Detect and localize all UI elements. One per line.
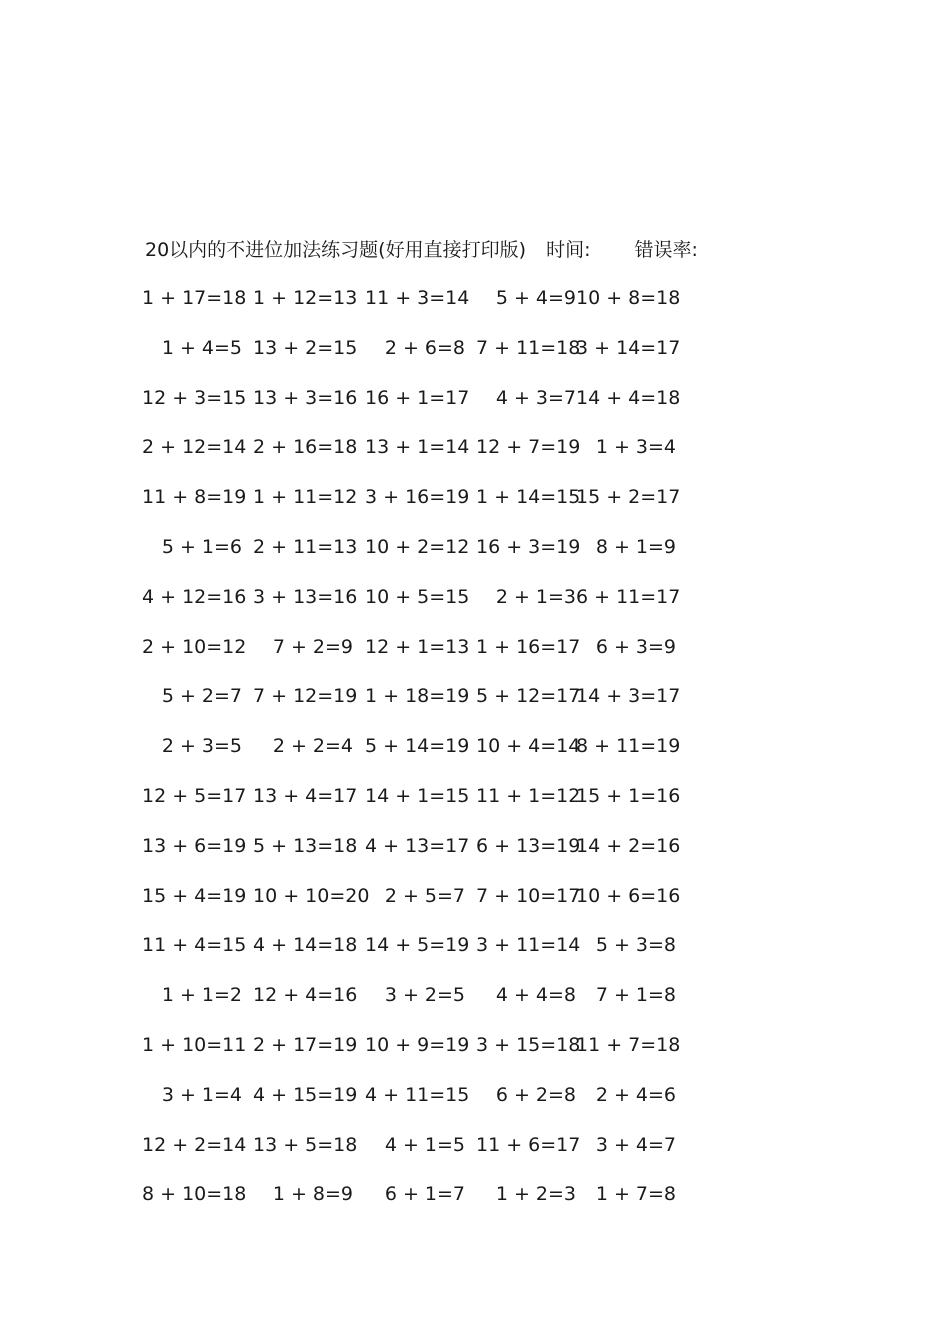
problem-cell: 6 + 3=9 [595, 635, 676, 658]
problem-cell: 12 + 5=17 [142, 784, 247, 807]
problem-cell: 1 + 14=15 [476, 486, 581, 509]
problem-cell: 4 + 12=16 [142, 585, 247, 608]
problem-cell: 11 + 1=12 [476, 784, 581, 807]
problem-cell: 3 + 1=4 [161, 1083, 242, 1106]
problem-row [150, 335, 710, 385]
problem-cell: 12 + 4=16 [253, 984, 358, 1007]
problem-cell: 1 + 1=2 [161, 984, 242, 1007]
problem-cell: 11 + 8=19 [142, 486, 247, 509]
problem-cell: 2 + 1=3 [495, 585, 576, 608]
problem-cell: 11 + 6=17 [476, 1133, 581, 1156]
problem-cell: 14 + 5=19 [365, 934, 470, 957]
problem-cell: 1 + 11=12 [253, 486, 358, 509]
problem-cell: 10 + 2=12 [365, 535, 470, 558]
error-rate-label: 错误率: [634, 239, 698, 261]
problem-cell: 1 + 4=5 [161, 336, 242, 359]
problem-cell: 15 + 4=19 [142, 884, 247, 907]
problem-row [142, 634, 710, 684]
problem-cell: 11 + 3=14 [365, 287, 470, 309]
problem-cell: 7 + 10=17 [476, 884, 581, 907]
problem-cell: 13 + 4=17 [253, 784, 358, 807]
problem-grid [142, 285, 710, 1231]
problem-cell: 2 + 6=8 [384, 336, 465, 359]
problem-cell: 4 + 15=19 [253, 1083, 358, 1106]
problem-row [150, 683, 710, 733]
problem-cell: 5 + 14=19 [365, 735, 470, 758]
problem-cell: 13 + 3=16 [253, 386, 358, 409]
problem-cell: 3 + 2=5 [384, 984, 465, 1007]
problem-cell: 3 + 15=18 [476, 1033, 581, 1056]
problem-cell: 2 + 16=18 [253, 436, 358, 459]
problem-cell: 7 + 12=19 [253, 685, 358, 708]
problem-cell: 8 + 1=9 [595, 535, 676, 558]
problem-cell: 11 + 7=18 [576, 1033, 681, 1056]
problem-cell: 5 + 1=6 [161, 535, 242, 558]
problem-row [142, 932, 710, 982]
problem-cell: 13 + 1=14 [365, 436, 470, 459]
problem-row [142, 1132, 710, 1182]
problem-cell: 2 + 3=5 [161, 735, 242, 758]
problem-cell: 1 + 16=17 [476, 635, 581, 658]
problem-cell: 16 + 1=17 [365, 386, 470, 409]
problem-cell: 6 + 11=17 [576, 585, 681, 608]
problem-cell: 12 + 3=15 [142, 386, 247, 409]
problem-cell: 1 + 7=8 [595, 1183, 676, 1206]
problem-cell: 2 + 17=19 [253, 1033, 358, 1056]
problem-cell: 4 + 13=17 [365, 834, 470, 857]
problem-row [142, 783, 710, 833]
problem-cell: 1 + 2=3 [495, 1183, 576, 1206]
problem-cell: 14 + 1=15 [365, 784, 470, 807]
problem-cell: 10 + 5=15 [365, 585, 470, 608]
problem-cell: 3 + 11=14 [476, 934, 581, 957]
problem-row [150, 733, 710, 783]
problem-cell: 10 + 4=14 [476, 735, 581, 758]
problem-row [142, 883, 710, 933]
problem-row [142, 385, 710, 435]
problem-cell: 4 + 3=7 [495, 386, 576, 409]
problem-cell: 3 + 13=16 [253, 585, 358, 608]
problem-cell: 5 + 4=9 [495, 287, 576, 309]
problem-row [142, 1181, 710, 1231]
problem-cell: 3 + 14=17 [576, 336, 681, 359]
problem-cell: 5 + 13=18 [253, 834, 358, 857]
problem-cell: 1 + 10=11 [142, 1033, 247, 1056]
problem-row [142, 1032, 710, 1082]
problem-cell: 15 + 1=16 [576, 784, 681, 807]
title-text: 20以内的不进位加法练习题(好用直接打印版) [145, 239, 527, 261]
problem-cell: 7 + 11=18 [476, 336, 581, 359]
problem-cell: 13 + 2=15 [253, 336, 358, 359]
problem-cell: 14 + 4=18 [576, 386, 681, 409]
problem-cell: 6 + 13=19 [476, 834, 581, 857]
problem-cell: 10 + 8=18 [576, 287, 681, 309]
problem-cell: 2 + 2=4 [272, 735, 353, 758]
problem-cell: 2 + 5=7 [384, 884, 465, 907]
problem-cell: 11 + 4=15 [142, 934, 247, 957]
problem-cell: 13 + 5=18 [253, 1133, 358, 1156]
problem-cell: 2 + 4=6 [595, 1083, 676, 1106]
problem-row [142, 285, 710, 335]
problem-cell: 1 + 12=13 [253, 287, 358, 309]
problem-row [142, 434, 710, 484]
problem-cell: 12 + 7=19 [476, 436, 581, 459]
problem-cell: 4 + 14=18 [253, 934, 358, 957]
problem-cell: 5 + 3=8 [595, 934, 676, 957]
problem-row [142, 484, 710, 534]
problem-cell: 2 + 11=13 [253, 535, 358, 558]
problem-cell: 6 + 1=7 [384, 1183, 465, 1206]
problem-cell: 8 + 10=18 [142, 1183, 247, 1206]
problem-cell: 3 + 16=19 [365, 486, 470, 509]
problem-row [142, 833, 710, 883]
problem-cell: 3 + 4=7 [595, 1133, 676, 1156]
problem-cell: 14 + 3=17 [576, 685, 681, 708]
problem-row [150, 534, 710, 584]
problem-cell: 4 + 11=15 [365, 1083, 470, 1106]
problem-cell: 1 + 18=19 [365, 685, 470, 708]
problem-cell: 1 + 17=18 [142, 287, 247, 309]
problem-cell: 6 + 2=8 [495, 1083, 576, 1106]
problem-row [150, 1082, 710, 1132]
problem-cell: 5 + 12=17 [476, 685, 581, 708]
problem-cell: 15 + 2=17 [576, 486, 681, 509]
problem-cell: 10 + 6=16 [576, 884, 681, 907]
problem-cell: 12 + 2=14 [142, 1133, 247, 1156]
problem-cell: 10 + 9=19 [365, 1033, 470, 1056]
problem-cell: 2 + 10=12 [142, 635, 247, 658]
problem-cell: 12 + 1=13 [365, 635, 470, 658]
problem-cell: 16 + 3=19 [476, 535, 581, 558]
problem-cell: 7 + 2=9 [272, 635, 353, 658]
problem-cell: 5 + 2=7 [161, 685, 242, 708]
problem-cell: 13 + 6=19 [142, 834, 247, 857]
problem-cell: 1 + 8=9 [272, 1183, 353, 1206]
worksheet-title [145, 238, 698, 262]
problem-row [142, 584, 710, 634]
time-label: 时间: [546, 239, 591, 261]
problem-cell: 4 + 1=5 [384, 1133, 465, 1156]
problem-cell: 7 + 1=8 [595, 984, 676, 1007]
problem-cell: 1 + 3=4 [595, 436, 676, 459]
problem-cell: 10 + 10=20 [253, 884, 370, 907]
problem-cell: 2 + 12=14 [142, 436, 247, 459]
problem-cell: 14 + 2=16 [576, 834, 681, 857]
problem-row [150, 982, 710, 1032]
problem-cell: 8 + 11=19 [576, 735, 681, 758]
problem-cell: 4 + 4=8 [495, 984, 576, 1007]
